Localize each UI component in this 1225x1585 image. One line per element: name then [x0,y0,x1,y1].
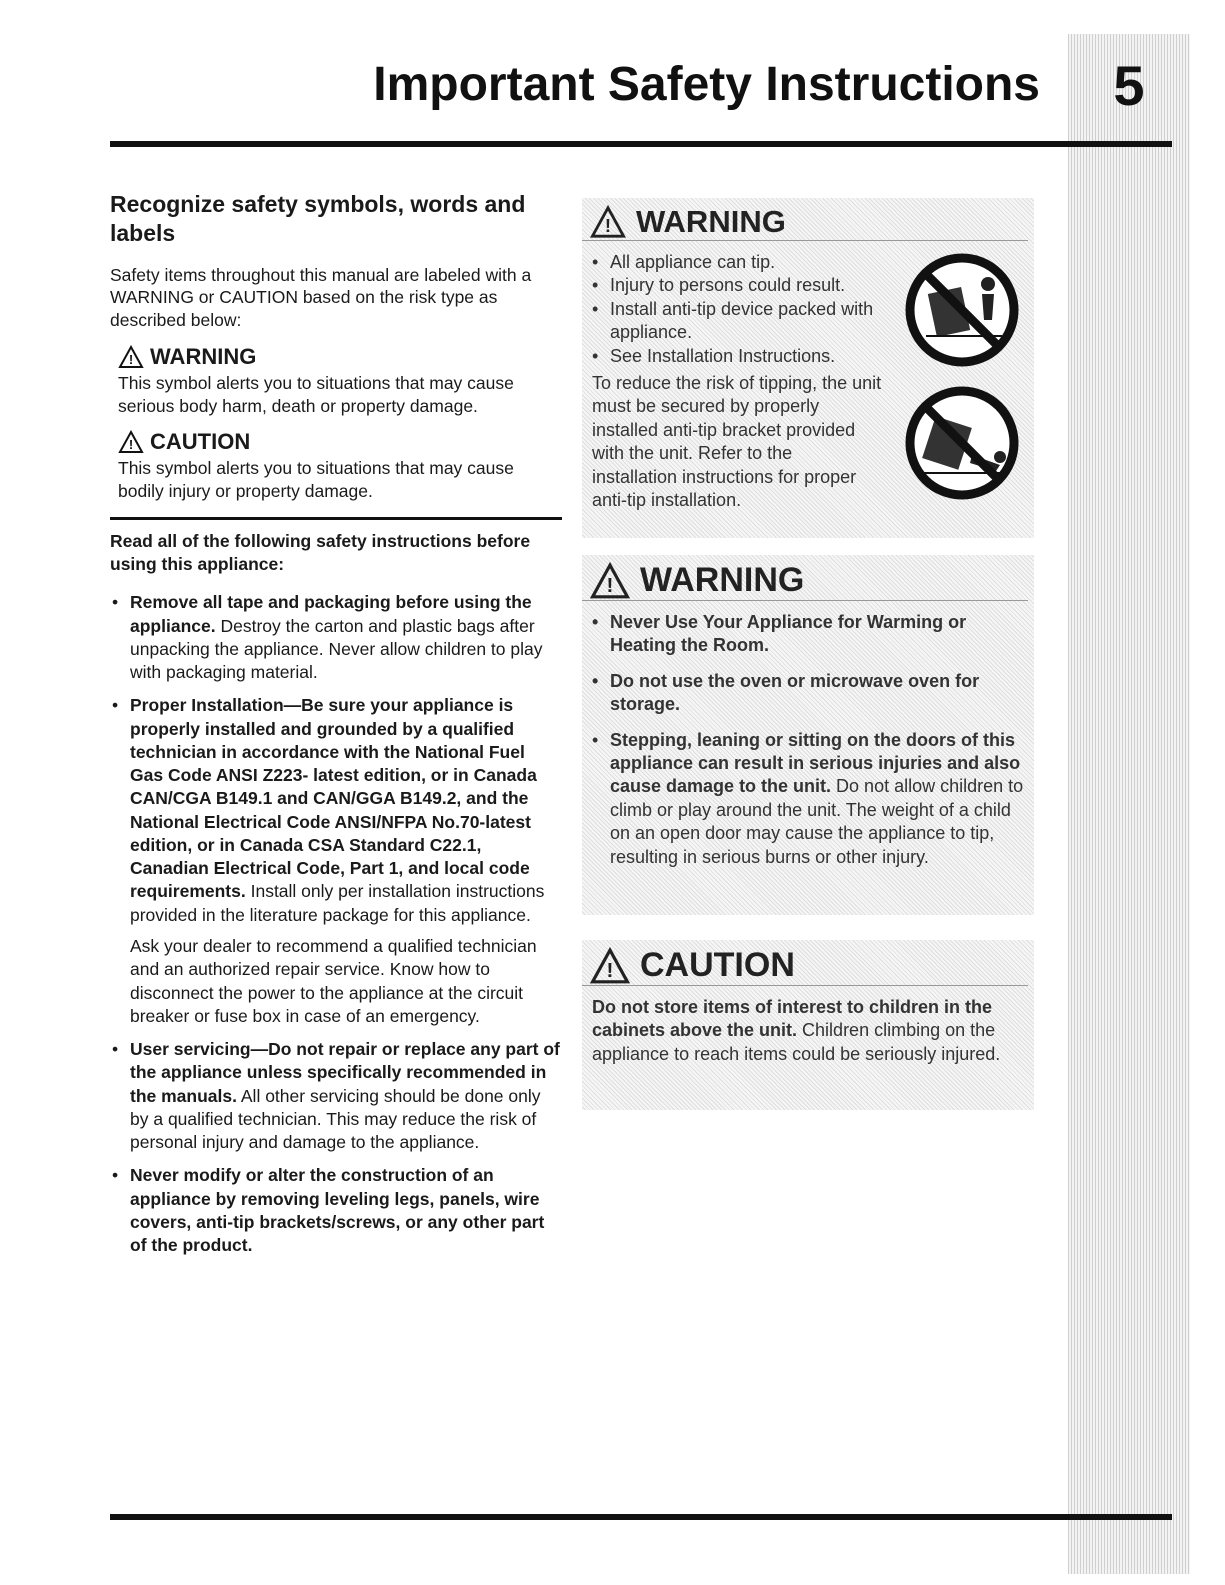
anti-tip-text [582,251,882,512]
list-item [592,729,1034,869]
box-caution-label: CAUTION [640,946,795,984]
item-sub-paragraph: Ask your dealer to recommend a qualified technician and an authorized repair service. Know how to disconnect the power to the appliance at the circuit breaker or fuse box in case of an emergency. [130,935,537,1026]
caution-description: This symbol alerts you to situations that may cause bodily injury or property damage. [118,458,514,501]
item-text: All other servicing should be done only by a qualified technician. This may reduce the risk of personal injury and damage to the appliance. [130,1085,541,1153]
page-number: 5 [1113,54,1145,117]
svg-text:!: ! [128,351,134,367]
svg-text:!: ! [606,958,614,982]
box-warning-label: WARNING [640,561,805,599]
caution-text: Children climbing on the appliance to reach items could be seriously injured. [592,1020,1001,1064]
safety-instruction-list [110,591,562,1257]
intro-text: Safety items throughout this manual are labeled with a WARNING or CAUTION based on the risk type as described below: [110,264,532,330]
caution-label: CAUTION [150,429,251,455]
list-item [110,1038,562,1154]
warning-triangle-icon [588,947,632,985]
list-item: • Injury to persons could result. [592,274,882,297]
svg-text:!: ! [128,437,134,453]
no-tipping-icon [902,383,1022,503]
item-text: Install only per installation instructions provided in the literature package for this appliance. [130,881,545,925]
anti-tip-paragraph: To reduce the risk of tipping, the unit must be secured by properly installed anti-tip bracket provided with the unit. Refer to the installation instructions for proper anti-tip installation. [592,372,882,510]
list-item: • See Installation Instructions. [592,345,882,368]
list-item: • Do not use the oven or microwave oven for storage. [592,670,1034,717]
section-divider [110,517,562,520]
item-bold-text: User servicing—Do not repair or replace any part of the appliance unless specifically recommended in the manuals. [130,1039,560,1106]
item-bold-text: Proper Installation—Be sure your appliance is properly installed and grounded by a qualified technician in accordance with the National Fuel Gas Code ANSI Z223- latest edition, or in Canada CAN/CGA B149.1 and CAN/GGA B149.2, and the National Electrical Code ANSI/NFPA No.70-latest edition, or in Canada CSA Standard C22.1, Canadian Electrical Code, Part 1, and local code requirements. [130,695,537,902]
caution-box [582,940,1034,1110]
svg-text:!: ! [604,214,612,236]
anti-tip-list [582,251,882,368]
item-text: Destroy the carton and plastic bags after unpacking the appliance. Never allow children to play with packaging material. [130,615,543,683]
list-item: • All appliance can tip. [592,251,882,274]
general-warning-box [582,555,1034,915]
list-item [110,1164,562,1257]
warning-description: This symbol alerts you to situations that may cause serious body harm, death or property damage. [118,372,514,416]
left-column [110,190,562,1267]
item-bold-text: Remove all tape and packaging before using the appliance. [130,592,532,636]
list-item [110,694,562,1028]
warning-triangle-icon [588,562,632,600]
section-tab-strip [1068,34,1190,1574]
item-text: Do not allow children to climb or play around the unit. The weight of a child on an open door may cause the appliance to tip, resulting in serious burns or other injury. [610,776,1024,867]
warning-heading [118,344,562,370]
box-warning-label: WARNING [636,204,786,239]
warning-triangle-icon [118,345,144,369]
general-warning-list [582,611,1034,869]
box-warning-heading [582,198,1028,241]
box-warning-heading [582,555,1028,601]
caution-bold-text: Do not store items of interest to children in the cabinets above the unit. [592,997,993,1041]
no-climbing-icon [902,250,1022,370]
read-instructions-heading: Read all of the following safety instructions before using this appliance: [110,530,531,574]
caution-heading [118,429,562,455]
section-heading: Recognize safety symbols, words and labels [110,191,526,246]
list-item: • Never Use Your Appliance for Warming or Heating the Room. [592,611,1034,658]
footer-rule [110,1514,1172,1520]
anti-tip-warning-box [582,198,1034,538]
page-title: Important Safety Instructions [373,58,1040,111]
list-item: • Install anti-tip device packed with appliance. [592,298,882,345]
list-item [110,591,562,684]
box-caution-heading [582,940,1028,986]
caution-symbol-block [118,429,562,503]
caution-paragraph [592,996,1034,1066]
svg-text:!: ! [606,573,614,597]
header-rule [110,141,1172,147]
warning-triangle-icon [588,205,628,239]
item-bold-text: Never modify or alter the construction of an appliance by removing leveling legs, panels, wire covers, anti-tip brackets/screws, or any other part of the product. [130,1165,545,1256]
item-bold-text: Stepping, leaning or sitting on the doors of this appliance can result in serious injuries and also cause damage to the unit. [610,729,1021,797]
warning-label: WARNING [150,343,257,369]
warning-triangle-icon [118,430,144,454]
warning-symbol-block [118,344,562,418]
